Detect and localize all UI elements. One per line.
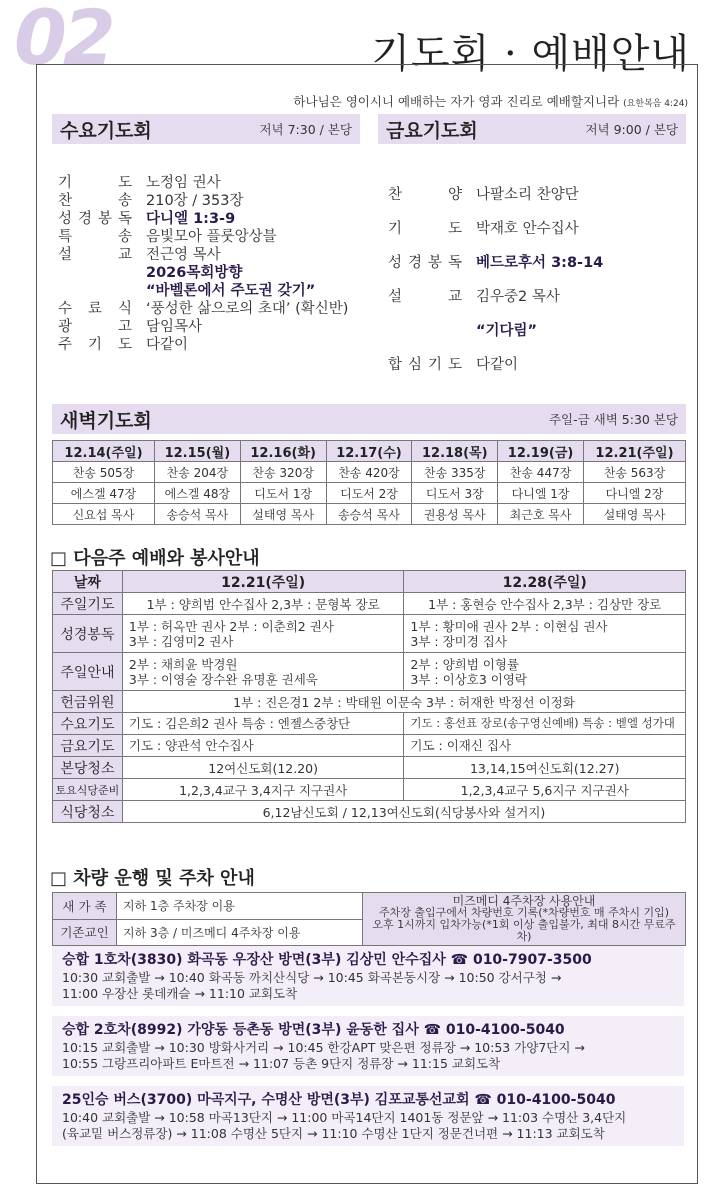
dawn-day: 12.14(주일) — [53, 441, 155, 462]
program-item-label — [58, 336, 132, 354]
dawn-header — [52, 404, 686, 434]
dawn-day: 12.16(화) — [240, 441, 326, 462]
cell: 1부 : 홍현승 안수집사 2,3부 : 김상만 장로 — [404, 593, 686, 615]
cell: 1부 : 진은경1 2부 : 박태원 이문숙 3부 : 허재한 박정선 이정화 — [122, 691, 685, 713]
row-label: 금요기도 — [53, 735, 123, 757]
dawn-day: 12.18(목) — [412, 441, 498, 462]
col-date-a: 12.21(주일) — [122, 571, 404, 593]
row-label: 식당청소 — [53, 801, 123, 823]
program-item-label — [58, 192, 132, 210]
label-char: 광 — [58, 319, 73, 335]
program-item-value: 다니엘 1:3-9 — [146, 211, 236, 227]
program-item — [58, 210, 358, 228]
parking-table — [52, 892, 686, 946]
label-char: 경 — [407, 255, 422, 271]
label-char: 기 — [427, 357, 442, 373]
label-char: 수 — [58, 301, 73, 317]
program-item-value: 전근영 목사 — [146, 247, 221, 263]
program-item-label — [58, 300, 132, 318]
label-char: 료 — [87, 301, 102, 317]
row-sunday-prayer — [53, 593, 686, 615]
program-item-label — [58, 282, 132, 300]
label-char: 찬 — [388, 187, 403, 203]
cell-line: 2부 : 양희범 이형률 — [410, 656, 520, 672]
dawn-hymn: 찬송 563장 — [583, 462, 685, 483]
label-char: 도 — [447, 357, 462, 373]
program-item-value: 음빛모아 플룻앙상블 — [146, 229, 277, 245]
dawn-time: 주일-금 새벽 5:30 본당 — [548, 412, 678, 427]
label-char: 설 — [388, 289, 403, 305]
program-item — [58, 228, 358, 246]
bus-heading: 승합 2호차(8992) 가양동 등촌동 방면(3부) 윤동한 집사 ☎ 010-4100-5040 — [62, 1022, 565, 1038]
dawn-day: 12.21(주일) — [583, 441, 685, 462]
label-char: 도 — [447, 221, 462, 237]
program-item — [388, 178, 688, 212]
label-char: 기 — [388, 221, 403, 237]
dawn-texts-row — [53, 483, 686, 504]
dawn-preacher: 송승석 목사 — [326, 504, 412, 525]
label-char: 성 — [388, 255, 403, 271]
program-item-value: “바벨론에서 주도권 갖기” — [146, 283, 316, 299]
program-item-value: 나팔소리 찬양단 — [476, 187, 579, 203]
notice-line: 오후 1시까지 입차가능(*1회 이상 출입불가, 최대 8시간 무료주차) — [372, 918, 676, 943]
row-offering — [53, 691, 686, 713]
dawn-preacher: 권용성 목사 — [412, 504, 498, 525]
page-title: 기도회 · 예배안내 — [371, 31, 690, 77]
program-item-label — [388, 246, 462, 280]
row-wednesday — [53, 713, 686, 735]
program-item — [58, 192, 358, 210]
dawn-day: 12.19(금) — [498, 441, 584, 462]
program-item-value: 박재호 안수집사 — [476, 221, 579, 237]
dawn-hymn: 찬송 505장 — [53, 462, 155, 483]
friday-program — [388, 178, 688, 382]
friday-heading: 금요기도회 — [386, 119, 478, 142]
bus-route-line: 10:15 교회출발 → 10:30 방화사거리 → 10:45 한강APT 맞은편 정류장 → 10:53 가양7단지 → — [62, 1040, 585, 1055]
dawn-heading: 새벽기도회 — [60, 409, 152, 432]
cell-line: 1부 : 황미애 권사 2부 : 이현심 권사 — [410, 618, 608, 634]
bus-route-line: 10:55 그랑프리아파트 E마트전 → 11:07 등촌 9단지 정류장 → 11:15 교회도착 — [62, 1056, 501, 1071]
program-item — [388, 348, 688, 382]
cell — [122, 615, 404, 653]
dawn-preachers-row — [53, 504, 686, 525]
program-item-value: 베드로후서 3:8-14 — [476, 255, 604, 271]
dawn-text: 에스겔 47장 — [53, 483, 155, 504]
bus-heading: 25인승 버스(3700) 마곡지구, 수명산 방면(3부) 김포교통선교회 ☎ 010-4100-5040 — [62, 1092, 616, 1108]
label-char: 주 — [58, 337, 73, 353]
program-item — [388, 212, 688, 246]
dawn-hymn: 찬송 204장 — [154, 462, 240, 483]
cell-line: 3부 : 이상호3 이영락 — [410, 671, 527, 687]
friday-time: 저녁 9:00 / 본당 — [585, 122, 678, 137]
dawn-hymn: 찬송 447장 — [498, 462, 584, 483]
row-scripture-reading — [53, 615, 686, 653]
notice-line: 주차장 출입구에서 차량번호 기록(*차량번호 매 주차시 기입) — [378, 906, 670, 919]
label-char: 도 — [117, 337, 132, 353]
program-item-label — [58, 210, 132, 228]
label-char: 설 — [58, 247, 73, 263]
dawn-text: 다니엘 2장 — [583, 483, 685, 504]
row-label: 주일안내 — [53, 653, 123, 691]
label-char: 성 — [58, 211, 73, 227]
bus-route-1 — [52, 946, 684, 1006]
program-item-label — [58, 228, 132, 246]
program-item-label — [58, 264, 132, 282]
bus-route-line: (육교밑 버스정류장) → 11:08 수명산 5단지 → 11:10 수명산 1단지 정문건너편 → 11:13 교회도착 — [62, 1126, 605, 1141]
bus-route-3 — [52, 1086, 684, 1146]
label-char: 도 — [117, 175, 132, 191]
label-char: 교 — [447, 289, 462, 305]
program-item — [58, 318, 358, 336]
row-label: 본당청소 — [53, 757, 123, 779]
label-char: 경 — [77, 211, 92, 227]
wednesday-header — [52, 114, 360, 144]
cell-line: 2부 : 채희윤 박경원 — [128, 656, 238, 672]
cell: 기도 : 양관석 안수집사 — [122, 735, 404, 757]
cell-line: 3부 : 김영미2 권사 — [128, 633, 234, 649]
program-item-value: 다같이 — [476, 357, 519, 373]
dawn-preacher: 설태영 목사 — [240, 504, 326, 525]
dawn-preacher: 신요섭 목사 — [53, 504, 155, 525]
cell: 기도 : 김은희2 권사 특송 : 엔젤스중창단 — [122, 713, 404, 735]
program-item — [58, 300, 358, 318]
program-item — [58, 282, 358, 300]
label-char: 봉 — [97, 211, 112, 227]
label-char: 독 — [447, 255, 462, 271]
row-label: 토요식당준비 — [53, 779, 123, 801]
bus-route-line: 10:40 교회출발 → 10:58 마곡13단지 → 11:00 마곡14단지 1401동 정문앞 → 11:03 수명산 3,4단지 — [62, 1110, 627, 1125]
row-label: 주일기도 — [53, 593, 123, 615]
program-item-label — [58, 174, 132, 192]
program-item-label — [388, 314, 462, 348]
cell: 1,2,3,4교구 3,4지구 지구권사 — [122, 779, 404, 801]
row-sunday-guide — [53, 653, 686, 691]
label-char: 독 — [117, 211, 132, 227]
program-item-value: “기다림” — [476, 323, 538, 339]
cell: 13,14,15여신도회(12.27) — [404, 757, 686, 779]
program-item — [388, 314, 688, 348]
dawn-text: 에스겔 48장 — [154, 483, 240, 504]
col-date-b: 12.28(주일) — [404, 571, 686, 593]
program-item-value: 다같이 — [146, 337, 189, 353]
nextweek-table — [52, 570, 686, 823]
row-label: 성경봉독 — [53, 615, 123, 653]
cell: 6,12남신도회 / 12,13여신도회(식당봉사와 설거지) — [122, 801, 685, 823]
cell-line: 1부 : 허옥만 권사 2부 : 이춘희2 권사 — [128, 618, 334, 634]
cell: 1,2,3,4교구 5,6지구 지구권사 — [404, 779, 686, 801]
wednesday-program — [58, 174, 358, 354]
dawn-preacher: 설태영 목사 — [583, 504, 685, 525]
program-item-label — [58, 246, 132, 264]
cell — [404, 615, 686, 653]
program-item — [388, 280, 688, 314]
wednesday-heading: 수요기도회 — [60, 119, 152, 142]
dawn-text: 다니엘 1장 — [498, 483, 584, 504]
program-item-value: 210장 / 353장 — [146, 193, 244, 209]
label-char: 합 — [388, 357, 403, 373]
label-char: 찬 — [58, 193, 73, 209]
program-item-value: 김우중2 목사 — [476, 289, 560, 305]
program-item-label — [388, 280, 462, 314]
wednesday-time: 저녁 7:30 / 본당 — [259, 122, 352, 137]
existing-member-value: 지하 3층 / 미즈메디 4주차장 이용 — [117, 919, 363, 946]
label-char: 송 — [117, 193, 132, 209]
page-number: 02 — [14, 0, 112, 82]
program-item-value: 담임목사 — [146, 319, 203, 335]
notice-title: 미즈메디 4주차장 사용안내 — [452, 894, 596, 908]
cell: 기도 : 홍선표 장로(송구영신예배) 특송 : 벧엘 성가대 — [404, 713, 686, 735]
col-date: 날짜 — [53, 571, 123, 593]
program-item-value: ‘풍성한 삶으로의 초대’ (확신반) — [146, 301, 349, 317]
label-char: 식 — [117, 301, 132, 317]
row-cleaning — [53, 757, 686, 779]
label-char: 특 — [58, 229, 73, 245]
dawn-preacher: 송승석 목사 — [154, 504, 240, 525]
program-item-label — [388, 212, 462, 246]
bus-route-line: 11:00 우장산 롯데캐슬 → 11:10 교회도착 — [62, 986, 298, 1001]
cell: 12여신도회(12.20) — [122, 757, 404, 779]
program-item — [58, 264, 358, 282]
dawn-hymn: 찬송 420장 — [326, 462, 412, 483]
program-item-label — [388, 178, 462, 212]
cell — [122, 653, 404, 691]
cell-line: 3부 : 장미경 집사 — [410, 633, 507, 649]
program-item-value: 2026목회방향 — [146, 265, 243, 281]
label-char: 고 — [117, 319, 132, 335]
bus-heading: 승합 1호차(3830) 화곡동 우장산 방면(3부) 김상민 안수집사 ☎ 010-7907-3500 — [62, 952, 592, 968]
new-family-value: 지하 1층 주차장 이용 — [117, 893, 363, 920]
new-family-label: 새 가 족 — [53, 893, 117, 920]
bus-route-line: 10:30 교회출발 → 10:40 화곡동 까치산식당 → 10:45 화곡본동시장 → 10:50 강서구청 → — [62, 970, 562, 985]
dawn-table — [52, 440, 686, 525]
program-item — [58, 336, 358, 354]
label-char: 송 — [117, 229, 132, 245]
dawn-hymn: 찬송 320장 — [240, 462, 326, 483]
program-item-label — [388, 348, 462, 382]
verse-ref: (요한복음 4:24) — [623, 99, 688, 109]
row-friday — [53, 735, 686, 757]
bus-route-2 — [52, 1016, 684, 1076]
dawn-day: 12.17(수) — [326, 441, 412, 462]
row-kitchen-cleaning — [53, 801, 686, 823]
dawn-day: 12.15(월) — [154, 441, 240, 462]
cell: 기도 : 이재신 집사 — [404, 735, 686, 757]
label-char: 심 — [407, 357, 422, 373]
cell: 1부 : 양희범 안수집사 2,3부 : 문형복 장로 — [122, 593, 404, 615]
label-char: 교 — [117, 247, 132, 263]
dawn-hymns-row — [53, 462, 686, 483]
label-char: 기 — [58, 175, 73, 191]
program-item — [58, 174, 358, 192]
dawn-preacher: 최근호 목사 — [498, 504, 584, 525]
label-char: 봉 — [427, 255, 442, 271]
row-saturday-meal — [53, 779, 686, 801]
scripture-verse — [293, 92, 688, 110]
dawn-days-row — [53, 441, 686, 462]
row-label: 수요기도 — [53, 713, 123, 735]
friday-header — [378, 114, 686, 144]
program-item — [388, 246, 688, 280]
program-item-value: 노정임 권사 — [146, 175, 221, 191]
row-label: 헌금위원 — [53, 691, 123, 713]
cell-line: 3부 : 이영술 장수완 유명훈 권세욱 — [128, 671, 318, 687]
existing-member-label: 기존교인 — [53, 919, 117, 946]
verse-text: 하나님은 영이시니 예배하는 자가 영과 진리로 예배할지니라 — [293, 94, 620, 109]
dawn-hymn: 찬송 335장 — [412, 462, 498, 483]
dawn-text: 디도서 2장 — [326, 483, 412, 504]
dawn-text: 디도서 1장 — [240, 483, 326, 504]
program-item-label — [58, 318, 132, 336]
parking-notice — [363, 893, 686, 946]
dawn-text: 디도서 3장 — [412, 483, 498, 504]
nextweek-heading: □ 다음주 예배와 봉사안내 — [50, 548, 260, 569]
label-char: 기 — [87, 337, 102, 353]
label-char: 양 — [447, 187, 462, 203]
program-item — [58, 246, 358, 264]
parking-heading: □ 차량 운행 및 주차 안내 — [50, 868, 255, 889]
cell — [404, 653, 686, 691]
